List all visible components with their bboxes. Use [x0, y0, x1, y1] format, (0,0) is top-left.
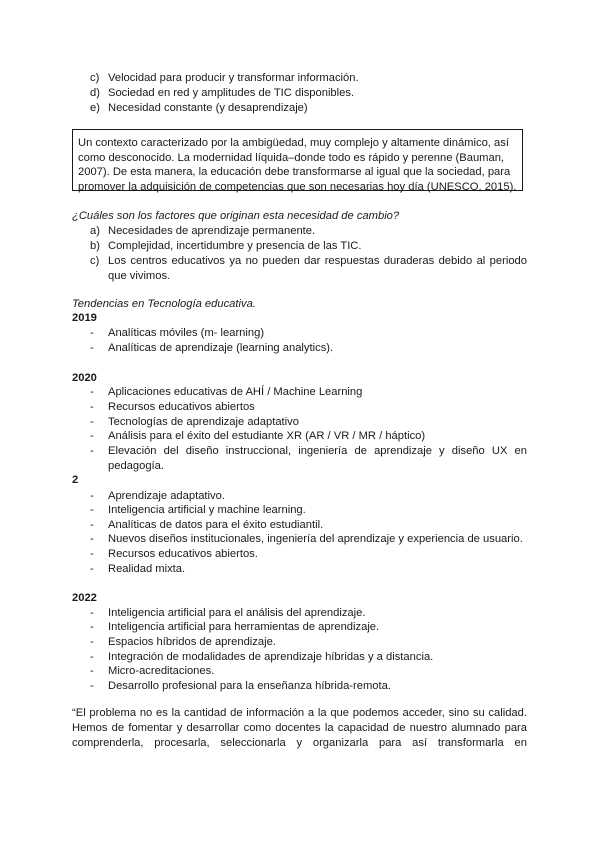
- list-item-text: Analíticas móviles (m- learning): [108, 327, 265, 339]
- box-line: promover la adquisición de competencias que son necesarias hoy día (UNESCO, 2015).: [78, 180, 517, 193]
- context-box: [72, 129, 523, 191]
- trends-heading: Tendencias en Tecnología educativa.: [72, 298, 256, 310]
- list-item-text: Integración de modalidades de aprendizaje híbridas y a distancia.: [108, 651, 434, 663]
- dash-marker: -: [90, 636, 94, 648]
- list-item-text: Aplicaciones educativas de AHÍ / Machine Learning: [108, 386, 363, 398]
- dash-marker: -: [90, 621, 94, 633]
- dash-marker: -: [90, 519, 94, 531]
- box-line: como desconocido. La modernidad líquida–donde todo es rápido y perenne (Bauman,: [78, 151, 505, 164]
- list-marker: a): [90, 225, 100, 237]
- dash-marker: -: [90, 430, 94, 442]
- list-item-text: Desarrollo profesional para la enseñanza híbrida-remota.: [108, 680, 391, 692]
- quote-line: comprenderla, procesarla, seleccionarla y organizarla para así transformarla en: [72, 737, 527, 749]
- list-item-text: Velocidad para producir y transformar información.: [108, 72, 359, 84]
- year-heading-2020: 2020: [72, 372, 97, 384]
- list-item-text: Necesidades de aprendizaje permanente.: [108, 225, 316, 237]
- dash-marker: -: [90, 386, 94, 398]
- dash-marker: -: [90, 401, 94, 413]
- quote-line: Hemos de fomentar y desarrollar como docentes la capacidad de nuestro alumnado para: [72, 722, 527, 734]
- list-marker: d): [90, 87, 100, 99]
- dash-marker: -: [90, 651, 94, 663]
- factors-question: ¿Cuáles son los factores que originan esta necesidad de cambio?: [72, 210, 400, 222]
- dash-marker: -: [90, 665, 94, 677]
- list-item-text: Analíticas de datos para el éxito estudiantil.: [108, 519, 324, 531]
- list-item-text: Nuevos diseños institucionales, ingeniería del aprendizaje y experiencia de usuario.: [108, 533, 523, 545]
- dash-marker: -: [90, 490, 94, 502]
- dash-marker: -: [90, 416, 94, 428]
- box-line: 2007). De esta manera, la educación debe transformarse al igual que la sociedad, para: [78, 166, 511, 178]
- list-item-text: Análisis para el éxito del estudiante XR (AR / VR / MR / háptico): [108, 430, 426, 442]
- list-item-text: Realidad mixta.: [108, 563, 186, 575]
- year-heading-2021: 2: [72, 474, 79, 486]
- dash-marker: -: [90, 548, 94, 560]
- list-item-text: Sociedad en red y amplitudes de TIC disponibles.: [108, 87, 355, 99]
- box-line: Un contexto caracterizado por la ambigüedad, muy complejo y altamente dinámico, así: [78, 137, 509, 149]
- list-item-text: Inteligencia artificial para el análisis del aprendizaje.: [108, 607, 366, 619]
- list-item-text: Analíticas de aprendizaje (learning analytics).: [108, 342, 334, 354]
- list-marker: c): [90, 255, 100, 267]
- year-heading-2022: 2022: [72, 592, 97, 604]
- dash-marker: -: [90, 445, 94, 457]
- year-heading-2019: 2019: [72, 312, 97, 324]
- list-item-text: Inteligencia artificial para herramientas de aprendizaje.: [108, 621, 380, 633]
- dash-marker: -: [90, 680, 94, 692]
- dash-marker: -: [90, 327, 94, 339]
- dash-marker: -: [90, 504, 94, 516]
- list-item-text: Recursos educativos abiertos: [108, 401, 255, 413]
- list-item-text: Complejidad, incertidumbre y presencia de las TIC.: [108, 240, 362, 252]
- list-item-continuation: pedagogía.: [108, 460, 164, 472]
- quote-paragraph: [72, 706, 527, 751]
- list-item-text: Los centros educativos ya no pueden dar respuestas duraderas debido al periodo: [108, 255, 527, 267]
- list-item-text: Elevación del diseño instruccional, ingeniería de aprendizaje y diseño UX en: [108, 445, 527, 457]
- list-item-text: Recursos educativos abiertos.: [108, 548, 258, 560]
- list-marker: b): [90, 240, 100, 252]
- dash-marker: -: [90, 563, 94, 575]
- dash-marker: -: [90, 342, 94, 354]
- list-item-text: Necesidad constante (y desaprendizaje): [108, 102, 308, 114]
- list-marker: e): [90, 102, 100, 114]
- list-item-text: Espacios híbridos de aprendizaje.: [108, 636, 276, 648]
- list-item-text: Aprendizaje adaptativo.: [108, 490, 225, 502]
- list-item-text: Tecnologías de aprendizaje adaptativo: [108, 416, 299, 428]
- list-marker: c): [90, 72, 100, 84]
- dash-marker: -: [90, 607, 94, 619]
- dash-marker: -: [90, 533, 94, 545]
- quote-line: “El problema no es la cantidad de información a la que podemos acceder, sino su calidad.: [72, 707, 527, 719]
- list-item-continuation: que vivimos.: [108, 270, 171, 282]
- list-item-text: Micro-acreditaciones.: [108, 665, 215, 677]
- list-item-text: Inteligencia artificial y machine learning.: [108, 504, 306, 516]
